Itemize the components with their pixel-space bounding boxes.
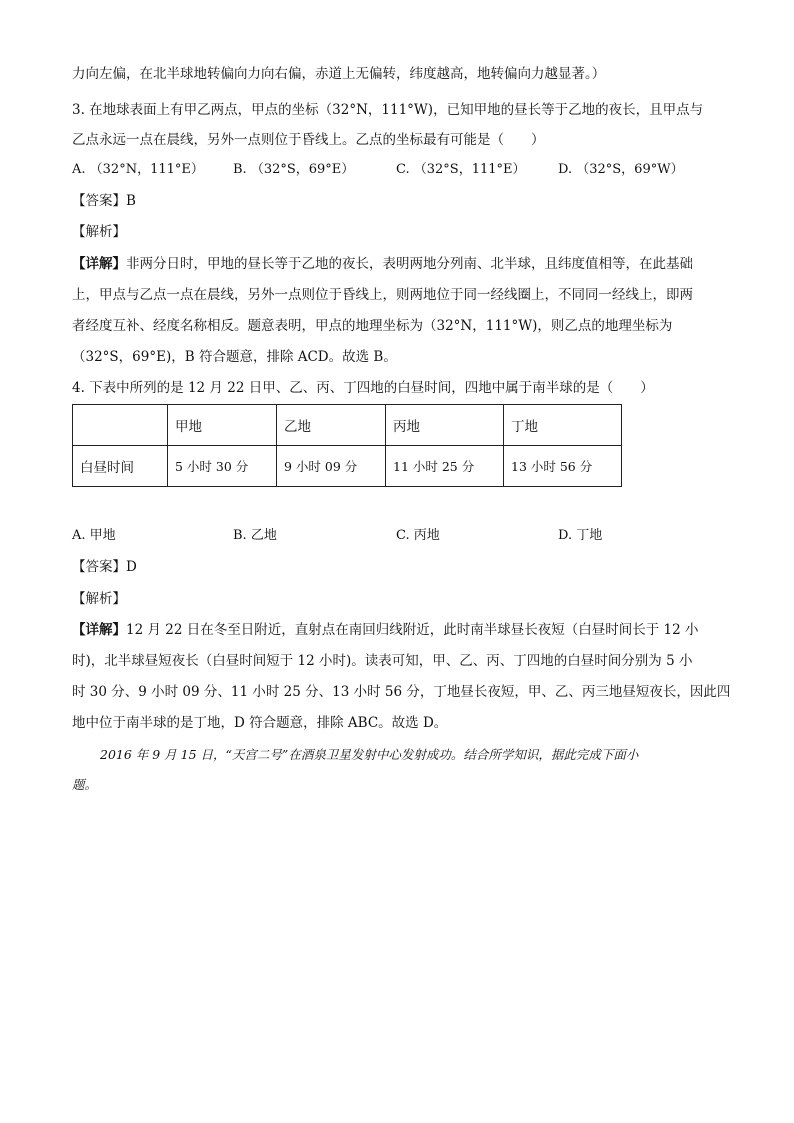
- q4-option-b: B. 乙地: [233, 528, 277, 543]
- q3-detail-line3: 者经度互补、经度名称相反。题意表明，甲点的地理坐标为（32°N，111°W)，则乙点的地理坐标为: [72, 318, 673, 334]
- q4-detail-text1: 12 月 22 日在冬至日附近，直射点在南回归线附近，此时南半球昼长夜短（白昼时间长于 12 小: [126, 622, 699, 638]
- q3-option-c: C. （32°S，111°E）: [396, 162, 526, 177]
- q4-option-d: D. 丁地: [558, 528, 603, 543]
- q4-option-a: A. 甲地: [72, 528, 116, 543]
- q4-detail-line3: 时 30 分、9 小时 09 分、11 小时 25 分、13 小时 56 分，丁地昼长夜短，甲、乙、丙三地昼短夜长，因此四: [72, 684, 731, 700]
- q4-answer: 【答案】D: [72, 559, 137, 575]
- intro-line2: 题。: [72, 777, 98, 792]
- table-header-ding: 丁地: [504, 405, 622, 446]
- q3-detail-label: 【详解】: [72, 256, 126, 272]
- q3-option-b: B. （32°S，69°E）: [233, 162, 355, 177]
- continuation-text: 力向左偏，在北半球地转偏向力向右偏，赤道上无偏转，纬度越高，地转偏向力越显著。）: [72, 66, 606, 82]
- q3-option-a: A. （32°N，111°E）: [72, 162, 204, 177]
- q3-detail-line1: [72, 254, 693, 274]
- q4-detail-label: 【详解】: [72, 622, 126, 638]
- q4-detail-line4: 地中位于南半球的是丁地，D 符合题意，排除 ABC。故选 D。: [72, 715, 448, 731]
- table-row-label: 白昼时间: [73, 446, 168, 487]
- q4-stem: 4. 下表中所列的是 12 月 22 日甲、乙、丙、丁四地的白昼时间，四地中属于南半球的是（ ）: [72, 380, 654, 396]
- q4-detail-line1: [72, 620, 699, 640]
- table-header-jia: 甲地: [168, 405, 277, 446]
- table-cell-jia: 5 小时 30 分: [168, 446, 277, 487]
- q3-analysis-label: 【解析】: [72, 224, 126, 240]
- q3-detail-line4: （32°S，69°E)，B 符合题意，排除 ACD。故选 B。: [72, 349, 397, 365]
- q3-stem-line1: 3. 在地球表面上有甲乙两点，甲点的坐标（32°N，111°W)，已知甲地的昼长等于乙地的夜长，且甲点与: [72, 102, 704, 118]
- q4-analysis-label: 【解析】: [72, 591, 126, 607]
- table-header-empty: [73, 405, 168, 446]
- table-cell-ding: 13 小时 56 分: [504, 446, 622, 487]
- table-row: [73, 446, 622, 487]
- table-header-yi: 乙地: [277, 405, 386, 446]
- q3-option-d: D. （32°S，69°W）: [558, 162, 684, 177]
- q3-stem-line2: 乙点永远一点在晨线，另外一点则位于昏线上。乙点的坐标最有可能是（ ）: [72, 132, 545, 148]
- daylight-table: [72, 404, 622, 487]
- intro-line1: 2016 年 9 月 15 日，“天宫二号”在酒泉卫星发射中心发射成功。结合所学知识，据此完成下面小: [100, 747, 639, 762]
- q3-detail-line2: 上，甲点与乙点一点在晨线，另外一点则位于昏线上，则两地位于同一经线圈上，不同同一经线上，即两: [72, 287, 693, 303]
- q4-detail-line2: 时)，北半球昼短夜长（白昼时间短于 12 小时)。读表可知，甲、乙、丙、丁四地的白昼时间分别为 5 小: [72, 653, 693, 669]
- table-cell-yi: 9 小时 09 分: [277, 446, 386, 487]
- q3-detail-text1: 非两分日时，甲地的昼长等于乙地的夜长，表明两地分列南、北半球，且纬度值相等，在此基础: [126, 256, 693, 272]
- q4-option-c: C. 丙地: [396, 528, 440, 543]
- table-header-row: [73, 405, 622, 446]
- q3-answer: 【答案】B: [72, 193, 136, 209]
- table-cell-bing: 11 小时 25 分: [386, 446, 504, 487]
- table-header-bing: 丙地: [386, 405, 504, 446]
